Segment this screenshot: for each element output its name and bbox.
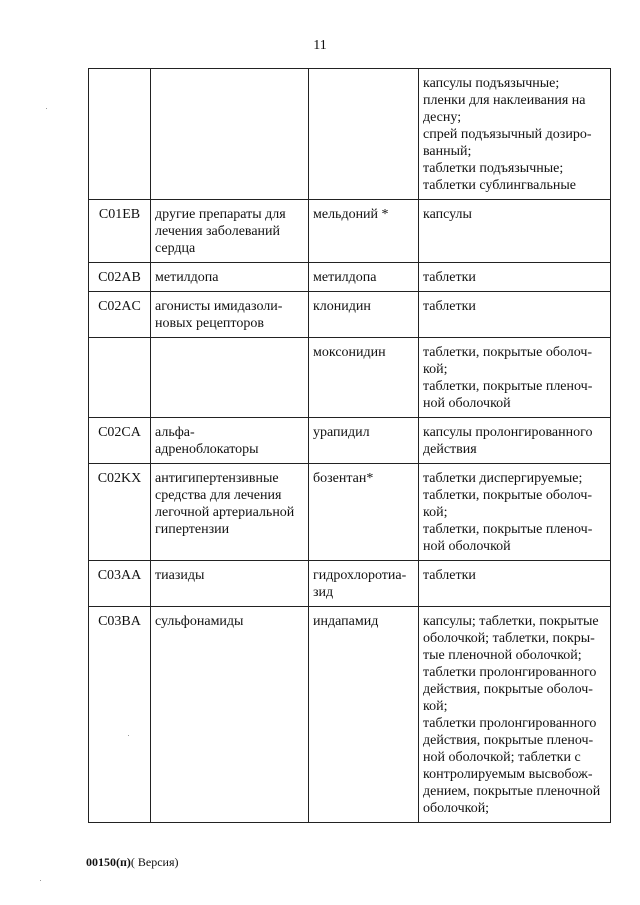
cell-text-line: таблетки сублингвальные <box>423 178 576 193</box>
cell-text-line: таблетки <box>423 270 476 285</box>
cell-text-line: десну; <box>423 110 462 125</box>
cell-text-line: метилдопа <box>155 270 219 285</box>
page-number: 11 <box>313 38 327 53</box>
cell-text: C03BA <box>98 614 141 629</box>
atc-code-cell <box>89 200 151 263</box>
cell-text-line: метилдопа <box>313 270 377 285</box>
atc-code-cell <box>89 561 151 607</box>
substance-cell <box>309 338 419 418</box>
cell-text-line: таблетки <box>423 299 476 314</box>
cell-text-line: капсулы пролонгированного <box>423 425 593 440</box>
dosage-forms-cell <box>419 263 611 292</box>
cell-text-line: гидрохлоротиа- <box>313 568 407 583</box>
cell-text-line: индапамид <box>313 614 379 629</box>
cell-text-line: таблетки, покрытые пленоч- <box>423 522 593 537</box>
cell-text-line: действия, покрытые оболоч- <box>423 682 593 697</box>
atc-code-cell <box>89 418 151 464</box>
cell-text-line: мельдоний * <box>313 207 389 222</box>
table-row <box>89 464 611 561</box>
cell-text-line: таблетки пролонгированного <box>423 716 597 731</box>
cell-text: C01EB <box>98 207 141 222</box>
cell-text-line: капсулы; таблетки, покрытые <box>423 614 599 629</box>
dosage-forms-cell <box>419 292 611 338</box>
cell-text-line: спрей подъязычный дозиро- <box>423 127 592 142</box>
table-row <box>89 607 611 823</box>
drug-table <box>88 68 611 823</box>
dosage-forms-cell <box>419 561 611 607</box>
cell-text-line: пленки для наклеивания на <box>423 93 586 108</box>
cell-text-line: таблетки диспергируемые; <box>423 471 583 486</box>
cell-text-line: клонидин <box>313 299 371 314</box>
atc-code-cell <box>89 69 151 200</box>
cell-text-line: дением, покрытые пленочной <box>423 784 601 799</box>
cell-text-line: антигипертензивные <box>155 471 279 486</box>
dosage-forms-cell <box>419 607 611 823</box>
cell-text: C02KX <box>97 471 142 486</box>
atc-code-cell <box>89 338 151 418</box>
table-row <box>89 561 611 607</box>
cell-text: C02CA <box>98 425 141 440</box>
dosage-forms-cell <box>419 418 611 464</box>
table-row <box>89 418 611 464</box>
cell-text-line: средства для лечения <box>155 488 282 503</box>
cell-text-line: таблетки подъязычные; <box>423 161 564 176</box>
cell-text-line: кой; <box>423 699 448 714</box>
cell-text-line: другие препараты для <box>155 207 286 222</box>
cell-text-line: таблетки, покрытые оболоч- <box>423 488 593 503</box>
cell-text-line: агонисты имидазоли- <box>155 299 283 314</box>
dosage-forms-cell <box>419 338 611 418</box>
cell-text-line: урапидил <box>313 425 370 440</box>
cell-text-line: таблетки <box>423 568 476 583</box>
drug-group-cell <box>151 292 309 338</box>
substance-cell <box>309 607 419 823</box>
cell-text-line: оболочкой; таблетки, покры- <box>423 631 595 646</box>
cell-text-line: ной оболочкой <box>423 396 511 411</box>
table-row <box>89 69 611 200</box>
cell-text-line: кой; <box>423 362 448 377</box>
drug-group-cell <box>151 338 309 418</box>
cell-text: C03AA <box>97 568 142 583</box>
cell-text-line: оболочкой; <box>423 801 490 816</box>
drug-group-cell <box>151 418 309 464</box>
cell-text: C02AB <box>98 270 141 285</box>
cell-text-line: сердца <box>155 241 196 256</box>
substance-cell <box>309 418 419 464</box>
cell-text: C02AC <box>98 299 141 314</box>
footer-version: ( Версия) <box>130 855 179 869</box>
substance-cell <box>309 200 419 263</box>
substance-cell <box>309 561 419 607</box>
atc-code-cell <box>89 292 151 338</box>
cell-text-line: лечения заболеваний <box>155 224 281 239</box>
substance-cell <box>309 292 419 338</box>
scan-speck <box>128 735 129 736</box>
cell-text-line: кой; <box>423 505 448 520</box>
substance-cell <box>309 69 419 200</box>
table-row <box>89 263 611 292</box>
dosage-forms-cell <box>419 69 611 200</box>
drug-table-body <box>89 69 611 823</box>
table-row <box>89 338 611 418</box>
cell-text-line: зид <box>313 585 334 600</box>
drug-group-cell <box>151 69 309 200</box>
scan-speck <box>40 880 41 881</box>
dosage-forms-cell <box>419 200 611 263</box>
cell-text-line: действия, покрытые пленоч- <box>423 733 594 748</box>
cell-text-line: капсулы подъязычные; <box>423 76 560 91</box>
cell-text-line: адреноблокаторы <box>155 442 259 457</box>
cell-text-line: контролируемым высвобож- <box>423 767 593 782</box>
substance-cell <box>309 263 419 292</box>
cell-text-line: ной оболочкой; таблетки с <box>423 750 581 765</box>
cell-text-line: тые пленочной оболочкой; <box>423 648 582 663</box>
footer-doc-id: 00150(п) <box>86 855 131 869</box>
cell-text-line: таблетки пролонгированного <box>423 665 597 680</box>
drug-group-cell <box>151 607 309 823</box>
substance-cell <box>309 464 419 561</box>
table-row <box>89 200 611 263</box>
cell-text-line: бозентан* <box>313 471 374 486</box>
cell-text-line: сульфонамиды <box>155 614 244 629</box>
cell-text-line: альфа- <box>155 425 195 440</box>
cell-text-line: таблетки, покрытые оболоч- <box>423 345 593 360</box>
dosage-forms-cell <box>419 464 611 561</box>
drug-group-cell <box>151 263 309 292</box>
cell-text-line: легочной артериальной <box>155 505 295 520</box>
cell-text-line: моксонидин <box>313 345 386 360</box>
cell-text-line: капсулы <box>423 207 472 222</box>
cell-text-line: новых рецепторов <box>155 316 264 331</box>
cell-text-line: ной оболочкой <box>423 539 511 554</box>
cell-text-line: тиазиды <box>155 568 205 583</box>
drug-group-cell <box>151 464 309 561</box>
atc-code-cell <box>89 607 151 823</box>
document-footer <box>86 855 179 870</box>
cell-text-line: гипертензии <box>155 522 230 537</box>
atc-code-cell <box>89 464 151 561</box>
drug-group-cell <box>151 561 309 607</box>
atc-code-cell <box>89 263 151 292</box>
drug-group-cell <box>151 200 309 263</box>
table-row <box>89 292 611 338</box>
cell-text-line: ванный; <box>423 144 472 159</box>
cell-text-line: таблетки, покрытые пленоч- <box>423 379 593 394</box>
scan-speck <box>46 108 47 109</box>
cell-text-line: действия <box>423 442 477 457</box>
